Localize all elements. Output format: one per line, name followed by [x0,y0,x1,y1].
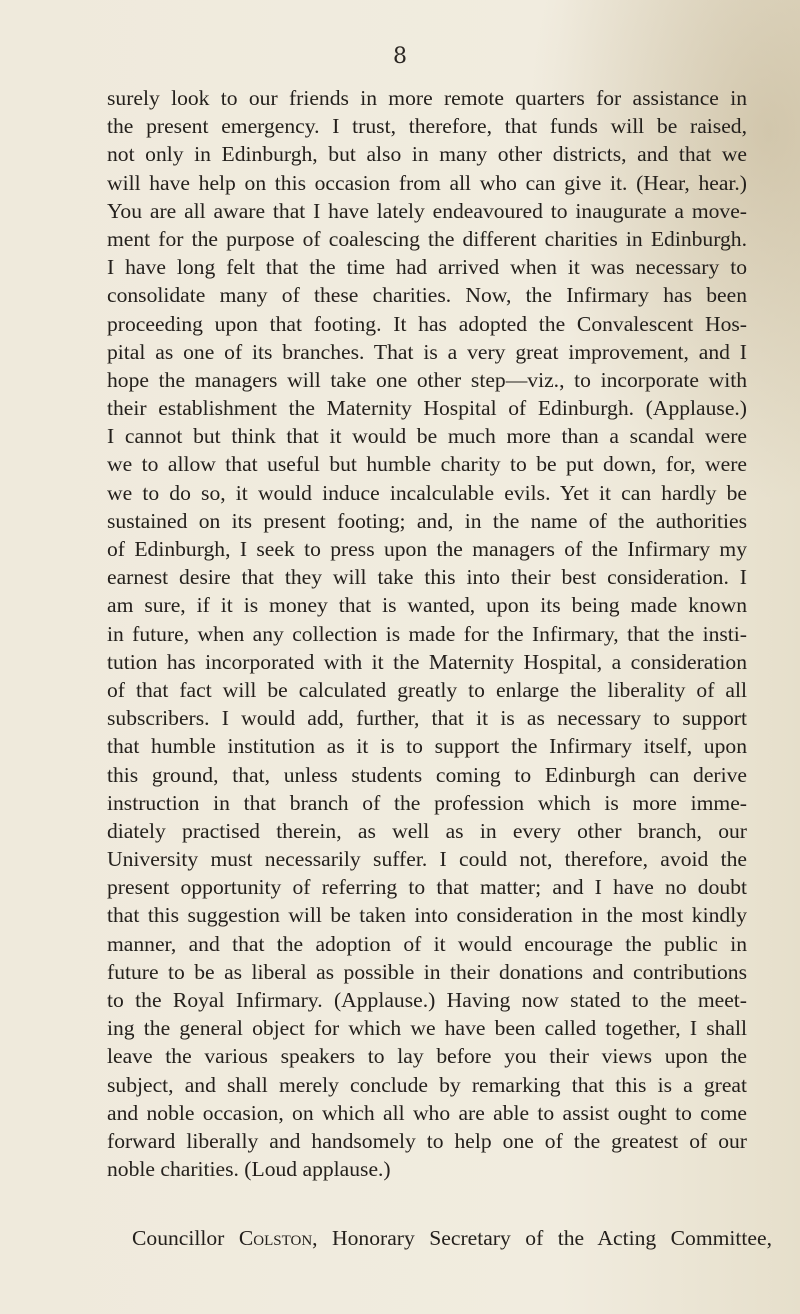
text-line: subject, and shall merely conclude by remarking that this is a great [107,1072,747,1097]
text-line: future to be as liberal as possible in their donations and contributions [107,959,747,984]
text-line: ment for the purpose of coalescing the different charities in Edinburgh. [107,226,747,251]
councillor-title: , Honorary Secretary of the Acting Committee, [312,1226,772,1250]
text-line: that this suggestion will be taken into consideration in the most kindly [107,903,747,928]
text-line: their establishment the Maternity Hospital of Edinburgh. (Applause.) [107,396,747,421]
text-line: University must necessarily suffer. I could not, therefore, avoid the [107,847,747,872]
text-line: ing the general object for which we have been called together, I shall [107,1016,747,1041]
text-line: the present emergency. I trust, therefore, that funds will be raised, [107,114,747,139]
text-line: subscribers. I would add, further, that it is as necessary to support [107,706,747,731]
speaker-name: Colston [238,1226,313,1250]
text-line: will have help on this occasion from all who can give it. (Hear, hear.) [107,170,747,195]
text-line: I have long felt that the time had arrived when it was necessary to [107,255,747,280]
text-line: that humble institution as it is to support the Infirmary itself, upon [107,734,747,759]
text-line: am sure, if it is money that is wanted, upon its being made known [107,593,747,618]
page-number: 8 [393,44,407,69]
text-line: and noble occasion, on which all who are able to assist ought to come [107,1100,747,1125]
text-line: tution has incorporated with it the Maternity Hospital, a consideration [107,649,747,674]
text-line: we to do so, it would induce incalculable evils. Yet it can hardly be [107,480,747,505]
text-line: of Edinburgh, I seek to press upon the managers of the Infirmary my [107,537,747,561]
text-line: sustained on its present footing; and, in the name of the authorities [107,508,747,533]
text-line: consolidate many of these charities. Now, the Infirmary has been [107,283,747,308]
text-line: instruction in that branch of the profession which is more imme- [107,790,747,815]
text-line: pital as one of its branches. That is a very great improvement, and I [107,339,747,364]
text-line: forward liberally and handsomely to help one of the greatest of our [107,1128,747,1153]
text-line: this ground, that, unless students coming to Edinburgh can derive [107,762,747,787]
text-line: I cannot but think that it would be much more than a scandal were [107,424,747,449]
text-line: to the Royal Infirmary. (Applause.) Having now stated to the meet- [107,988,747,1012]
text-line: hope the managers will take one other step—viz., to incorporate with [107,367,747,392]
councillor-line [132,1224,772,1252]
text-line-last: noble charities. (Loud applause.) [107,1157,391,1182]
text-line: diately practised therein, as well as in every other branch, our [107,818,747,843]
text-line: of that fact will be calculated greatly to enlarge the liberality of all [107,677,747,702]
text-line: surely look to our friends in more remote quarters for assistance in [107,86,747,110]
text-line: present opportunity of referring to that matter; and I have no doubt [107,875,747,900]
text-line: not only in Edinburgh, but also in many other districts, and that we [107,142,747,167]
text-line: You are all aware that I have lately endeavoured to inaugurate a move- [107,198,747,223]
text-line: leave the various speakers to lay before you their views upon the [107,1044,747,1069]
text-line: earnest desire that they will take this into their best consideration. I [107,565,747,590]
councillor-prefix: Councillor [132,1226,225,1250]
text-line: we to allow that useful but humble charity to be put down, for, were [107,452,747,477]
text-line: manner, and that the adoption of it would encourage the public in [107,931,747,956]
speech-paragraph [107,84,747,1183]
text-line: in future, when any collection is made for the Infirmary, that the insti- [107,621,747,646]
text-line: proceeding upon that footing. It has adopted the Convalescent Hos- [107,311,747,336]
